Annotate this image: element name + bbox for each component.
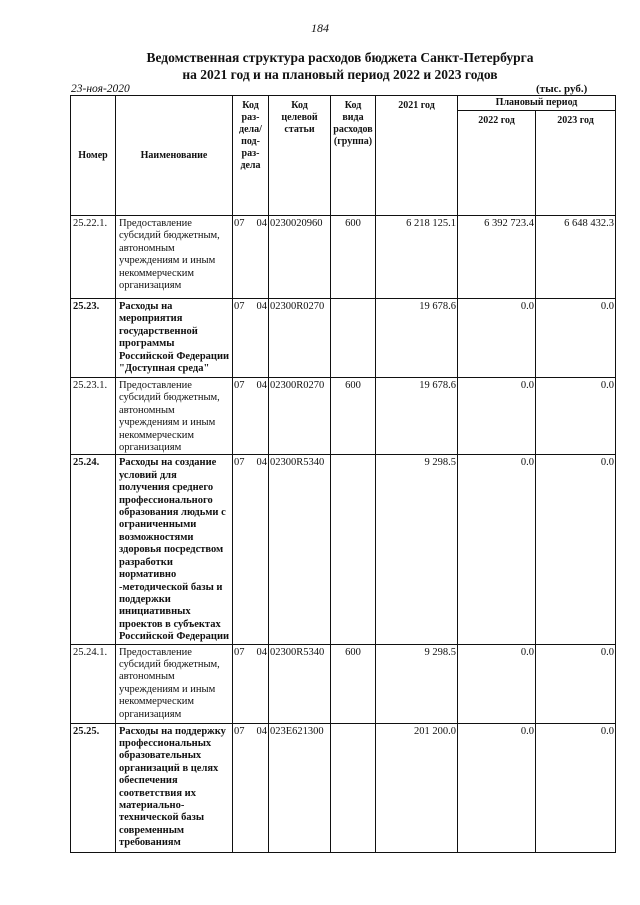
header-section: Код раз- дела/ под- раз- дела [233, 96, 269, 216]
row-razdel: 07 [234, 646, 245, 658]
row-amount-2021: 19 678.6 [376, 299, 458, 378]
row-amount-2021: 19 678.6 [376, 378, 458, 455]
row-name: Предоставление субсидий бюджетным, автономным учреждениям и иным некоммерческим организациям [116, 378, 233, 455]
row-amount-2022: 0.0 [458, 378, 536, 455]
title-line-2: на 2021 год и на плановый период 2022 и 2023 годов [182, 67, 498, 82]
row-expense-type: 600 [331, 378, 376, 455]
row-podrazdel: 04 [256, 301, 267, 312]
budget-table [70, 95, 616, 853]
row-number: 25.22.1. [71, 216, 116, 299]
row-amount-2021: 6 218 125.1 [376, 216, 458, 299]
header-2021: 2021 год [376, 96, 458, 216]
page-number: 184 [311, 21, 329, 35]
row-number: 25.23. [71, 299, 116, 378]
row-expense-type [331, 723, 376, 852]
row-podrazdel: 04 [256, 380, 267, 391]
row-amount-2022: 0.0 [458, 455, 536, 644]
table-row [71, 644, 616, 723]
row-article-code: 02300R0270 [269, 378, 331, 455]
row-article-code: 02300R5340 [269, 644, 331, 723]
row-article-code: 0230020960 [269, 216, 331, 299]
header-article: Код целевой статьи [269, 96, 331, 216]
row-number: 25.25. [71, 723, 116, 852]
document-date: 23-ноя-2020 [71, 83, 130, 95]
header-plan-period: Плановый период [458, 96, 616, 111]
row-number: 25.23.1. [71, 378, 116, 455]
header-expense-type: Код вида расходов (группа) [331, 96, 376, 216]
title-line-1: Ведомственная структура расходов бюджета Санкт-Петербурга [146, 50, 534, 65]
row-name: Расходы на поддержку профессиональных образовательных организаций в целях обеспечения соответствия их материально-технической базы современным требованиям [116, 723, 233, 852]
table-row [71, 299, 616, 378]
row-name: Предоставление субсидий бюджетным, автономным учреждениям и иным некоммерческим организациям [116, 644, 233, 723]
row-razdel: 07 [234, 725, 245, 737]
row-razdel: 07 [234, 380, 245, 391]
row-amount-2023: 0.0 [536, 299, 616, 378]
row-section-code [233, 644, 269, 723]
row-amount-2021: 9 298.5 [376, 455, 458, 644]
row-amount-2023: 6 648 432.3 [536, 216, 616, 299]
row-article-code: 02300R0270 [269, 299, 331, 378]
row-amount-2022: 0.0 [458, 723, 536, 852]
row-podrazdel: 04 [256, 218, 267, 229]
row-section-code [233, 378, 269, 455]
row-expense-type: 600 [331, 644, 376, 723]
row-section-code [233, 723, 269, 852]
document-title [0, 49, 640, 83]
header-number: Номер [71, 96, 116, 216]
row-amount-2022: 0.0 [458, 644, 536, 723]
row-expense-type: 600 [331, 216, 376, 299]
row-number: 25.24.1. [71, 644, 116, 723]
row-number: 25.24. [71, 455, 116, 644]
table-row [71, 455, 616, 644]
row-amount-2023: 0.0 [536, 644, 616, 723]
table-row [71, 723, 616, 852]
row-section-code [233, 299, 269, 378]
units-label: (тыс. руб.) [536, 83, 588, 95]
row-amount-2023: 0.0 [536, 455, 616, 644]
header-2023: 2023 год [536, 111, 616, 216]
row-podrazdel: 04 [256, 646, 267, 658]
header-2022: 2022 год [458, 111, 536, 216]
row-section-code [233, 216, 269, 299]
table-row [71, 378, 616, 455]
row-article-code: 023E621300 [269, 723, 331, 852]
row-expense-type [331, 299, 376, 378]
header-name: Наименование [116, 96, 233, 216]
row-amount-2023: 0.0 [536, 378, 616, 455]
row-razdel: 07 [234, 457, 245, 469]
row-name: Расходы на мероприятия государственной программы Российской Федерации "Доступная среда" [116, 299, 233, 378]
row-amount-2022: 6 392 723.4 [458, 216, 536, 299]
row-expense-type [331, 455, 376, 644]
row-amount-2021: 201 200.0 [376, 723, 458, 852]
row-amount-2023: 0.0 [536, 723, 616, 852]
row-razdel: 07 [234, 301, 245, 312]
row-razdel: 07 [234, 218, 245, 229]
row-article-code: 02300R5340 [269, 455, 331, 644]
row-podrazdel: 04 [256, 457, 267, 469]
row-amount-2022: 0.0 [458, 299, 536, 378]
row-podrazdel: 04 [256, 725, 267, 737]
row-section-code [233, 455, 269, 644]
row-amount-2021: 9 298.5 [376, 644, 458, 723]
row-name: Предоставление субсидий бюджетным, автономным учреждениям и иным некоммерческим организациям [116, 216, 233, 299]
table-row [71, 216, 616, 299]
row-name: Расходы на создание условий для получения среднего профессионального образования людьми с ограниченными возможностями здоровья посредством разработки нормативно -методической базы и поддержки инициативных проектов в субъектах Российской Федерации [116, 455, 233, 644]
